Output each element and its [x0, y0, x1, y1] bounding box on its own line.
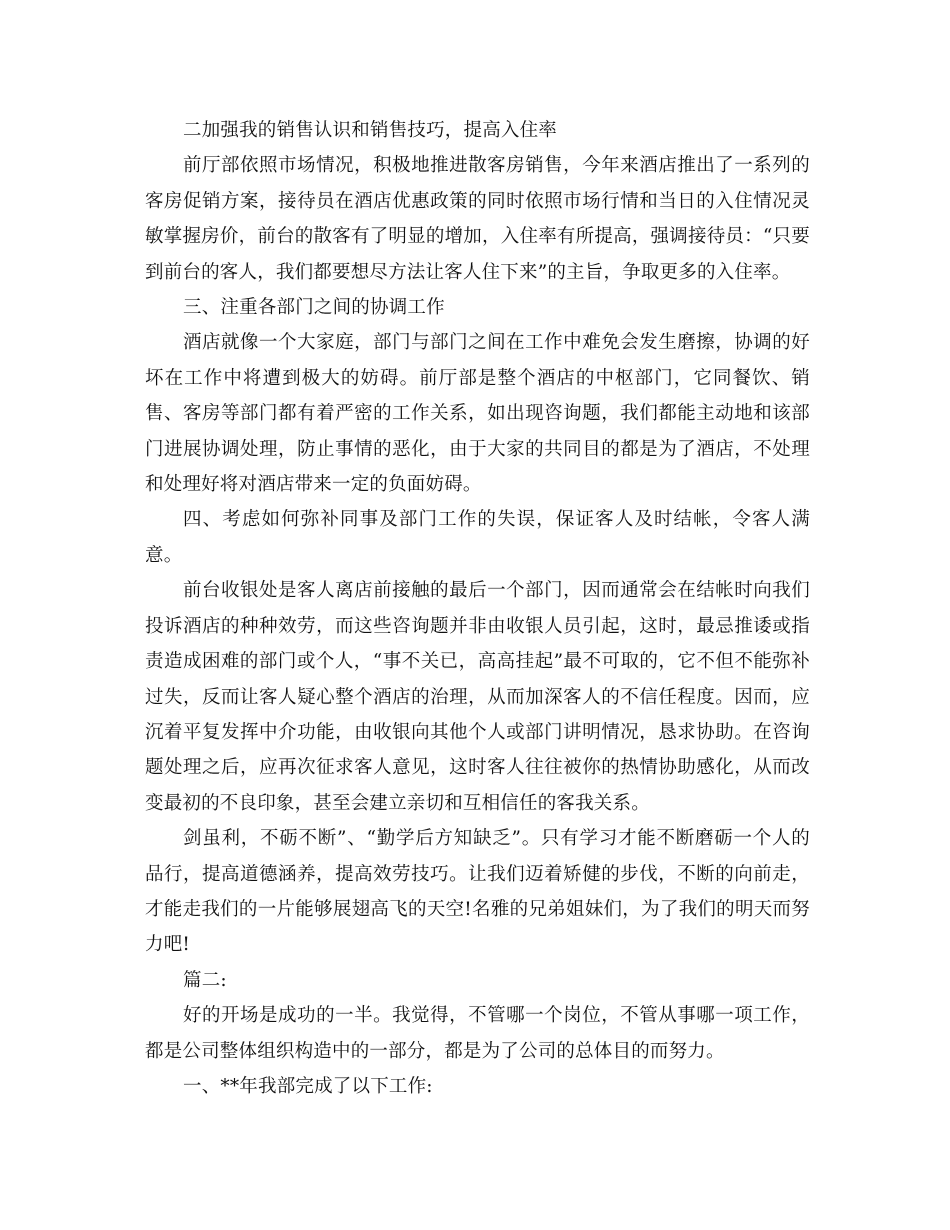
heading-remedy-mistakes: 四、考虑如何弥补同事及部门工作的失误，保证客人及时结帐，令客人满意。 [145, 509, 810, 566]
paragraph-front-office-sales: 前厅部依照市场情况，积极地推进散客房销售，今年来酒店推出了一系列的客房促销方案，接待员在酒店优惠政策的同时依照市场行情和当日的入住情况灵敏掌握房价，前台的散客有了明显的增加，入住率有所提高，强调接待员：“只要到前台的客人，我们都要想尽方法让客人住下来”的主旨，争取更多的入住率。 [145, 155, 810, 283]
paragraph-good-start: 好的开场是成功的一半。我觉得，不管哪一个岗位，不管从事哪一项工作，都是公司整体组织构造中的一部分，都是为了公司的总体目的而努力。 [145, 1005, 810, 1062]
heading-sales-skills: 二加强我的销售认识和销售技巧，提高入住率 [183, 120, 558, 141]
paragraph-cashier-complaints: 前台收银处是客人离店前接触的最后一个部门，因而通常会在结帐时向我们投诉酒店的种种效劳，而这些咨询题并非由收银人员引起，这时，最忌推诿或指责造成困难的部门或个人，“事不关已，高高挂起”最不可取的，它不但不能弥补过失，反而让客人疑心整个酒店的治理，从而加深客人的不信任程度。因而，应沉着平复发挥中介功能，由收银向其他个人或部门讲明情况，恳求协助。在咨询题处理之后，应再次征求客人意见，这时客人往往被你的热情协助感化，从而改变最初的不良印象，甚至会建立亲切和互相信任的客我关系。 [145, 580, 810, 814]
paragraph-learning: 剑虽利，不砺不断”、“勤学后方知缺乏”。只有学习才能不断磨砺一个人的品行，提高道德涵养，提高效劳技巧。让我们迈着矫健的步伐，不断的向前走，才能走我们的一片能够展翅高飞的天空!名雅的兄弟姐妹们，为了我们的明天而努力吧! [145, 828, 810, 956]
heading-department-coordination: 三、注重各部门之间的协调工作 [183, 297, 445, 319]
heading-part-two: 篇二: [183, 969, 227, 991]
document-body [145, 113, 810, 1104]
heading-completed-work: 一、**年我部完成了以下工作: [183, 1075, 433, 1097]
paragraph-hotel-family: 酒店就像一个大家庭，部门与部门之间在工作中难免会发生磨擦，协调的好坏在工作中将遭到极大的妨碍。前厅部是整个酒店的中枢部门，它同餐饮、销售、客房等部门都有着严密的工作关系，如出现咨询题，我们都能主动地和该部门进展协调处理，防止事情的恶化，由于大家的共同目的都是为了酒店，不处理和处理好将对酒店带来一定的负面妨碍。 [145, 332, 810, 496]
